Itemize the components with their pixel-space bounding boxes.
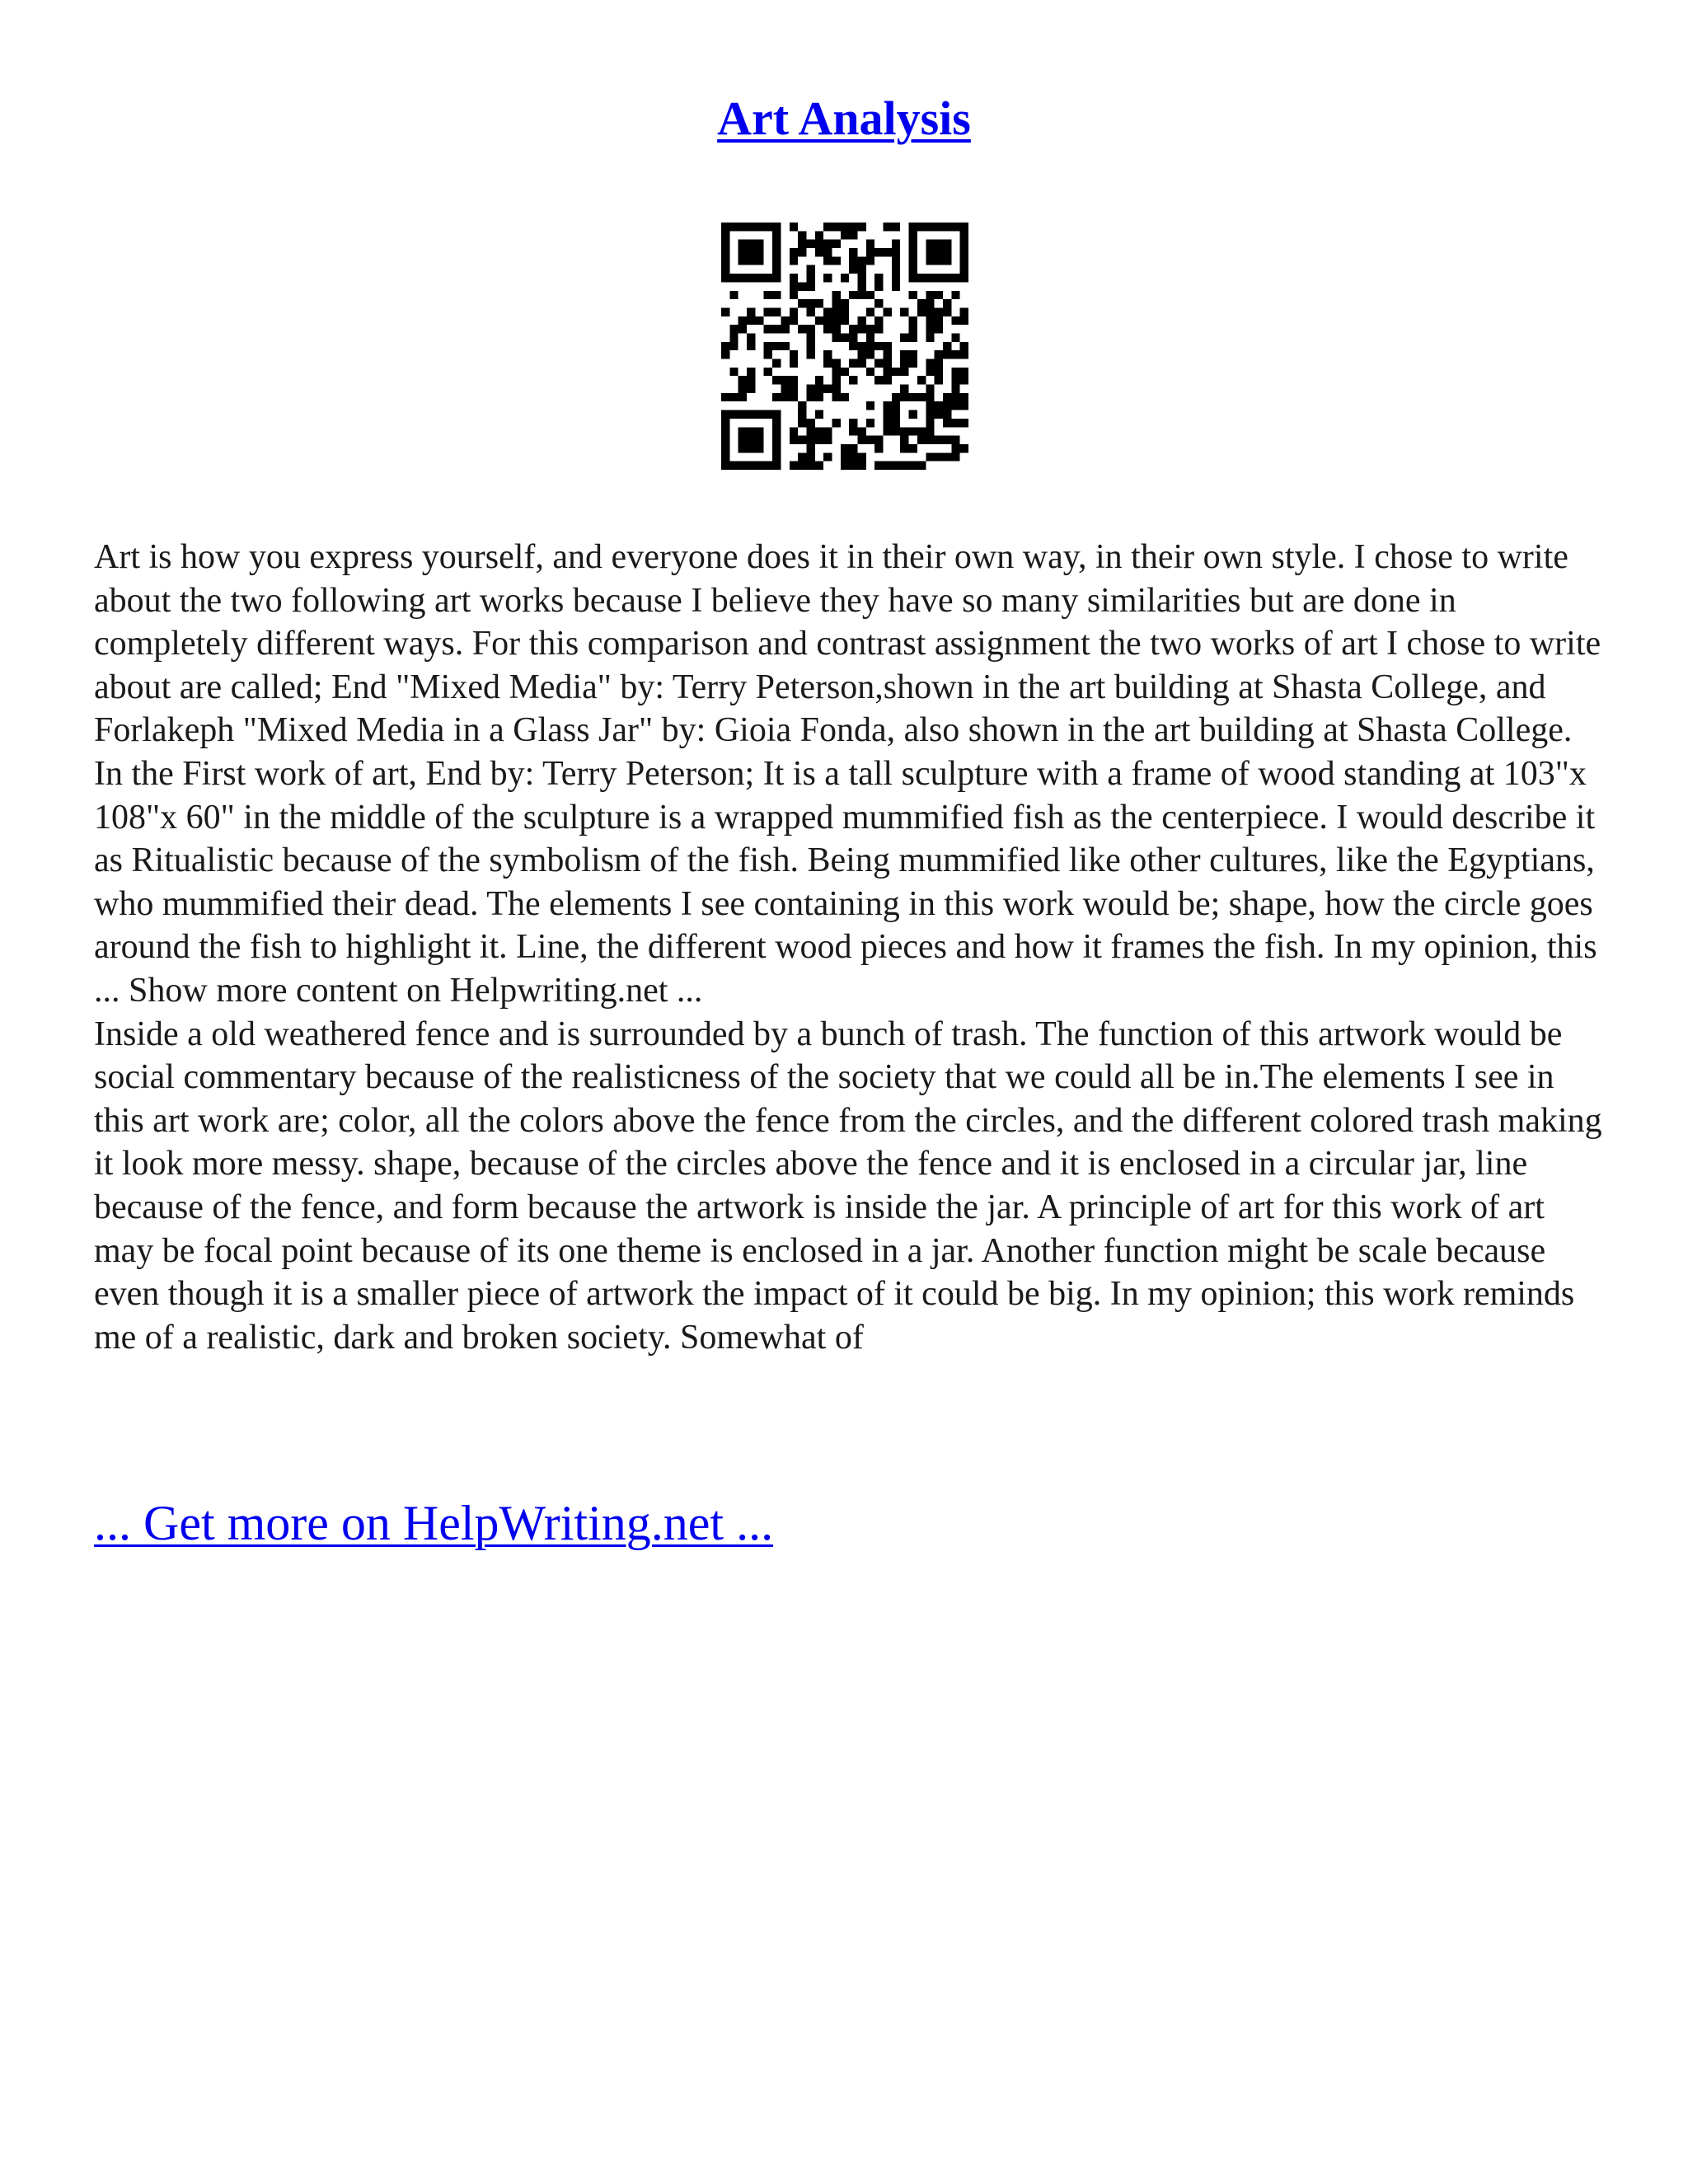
- paragraph-2: Inside a old weathered fence and is surrounded by a bunch of trash. The function of this artwork would be social commentary because of the realisticness of the society that we could all be in.The elements I see in this art work are; color, all the colors above the fence from the circles, and the different colored trash making it look more messy. shape, because of the circles above the fence and it is enclosed in a circular jar, line because of the fence, and form because the artwork is inside the jar. A principle of art for this work of art may be focal point because of its one theme is enclosed in a jar. Another function might be scale because even though it is a smaller piece of artwork the impact of it could be big. In my opinion; this work reminds me of a realistic, dark and broken society. Somewhat of: [94, 1015, 1602, 1357]
- qr-code-icon: [721, 223, 968, 470]
- get-more-link[interactable]: ... Get more on HelpWriting.net ...: [94, 1496, 774, 1550]
- paragraph-1: Art is how you express yourself, and everyone does it in their own way, in their own style. I chose to write about the two following art works because I believe they have so many similarities but are done in completely different ways. For this comparison and contrast assignment the two works of art I chose to write about are called; End "Mixed Media" by: Terry Peterson,shown in the art building at Shasta College, and Forlakeph "Mixed Media in a Glass Jar" by: Gioia Fonda, also shown in the art building at Shasta College. In the First work of art, End by: Terry Peterson; It is a tall sculpture with a frame of wood standing at 103"x 108"x 60" in the middle of the sculpture is a wrapped mummified fish as the centerpiece. I would describe it as Ritualistic because of the symbolism of the fish. Being mummified like other cultures, like the Egyptians, who mummified their dead. The elements I see containing in this work would be; shape, how the circle goes around the fish to highlight it. Line, the different wood pieces and how it frames the fish. In my opinion, this ... Show more content on Helpwriting.net ...: [94, 538, 1601, 1010]
- get-more-link-container: [94, 1493, 773, 1553]
- title-link[interactable]: Art Analysis: [717, 91, 971, 145]
- page-title: [0, 89, 1688, 148]
- article-body: [94, 536, 1602, 1359]
